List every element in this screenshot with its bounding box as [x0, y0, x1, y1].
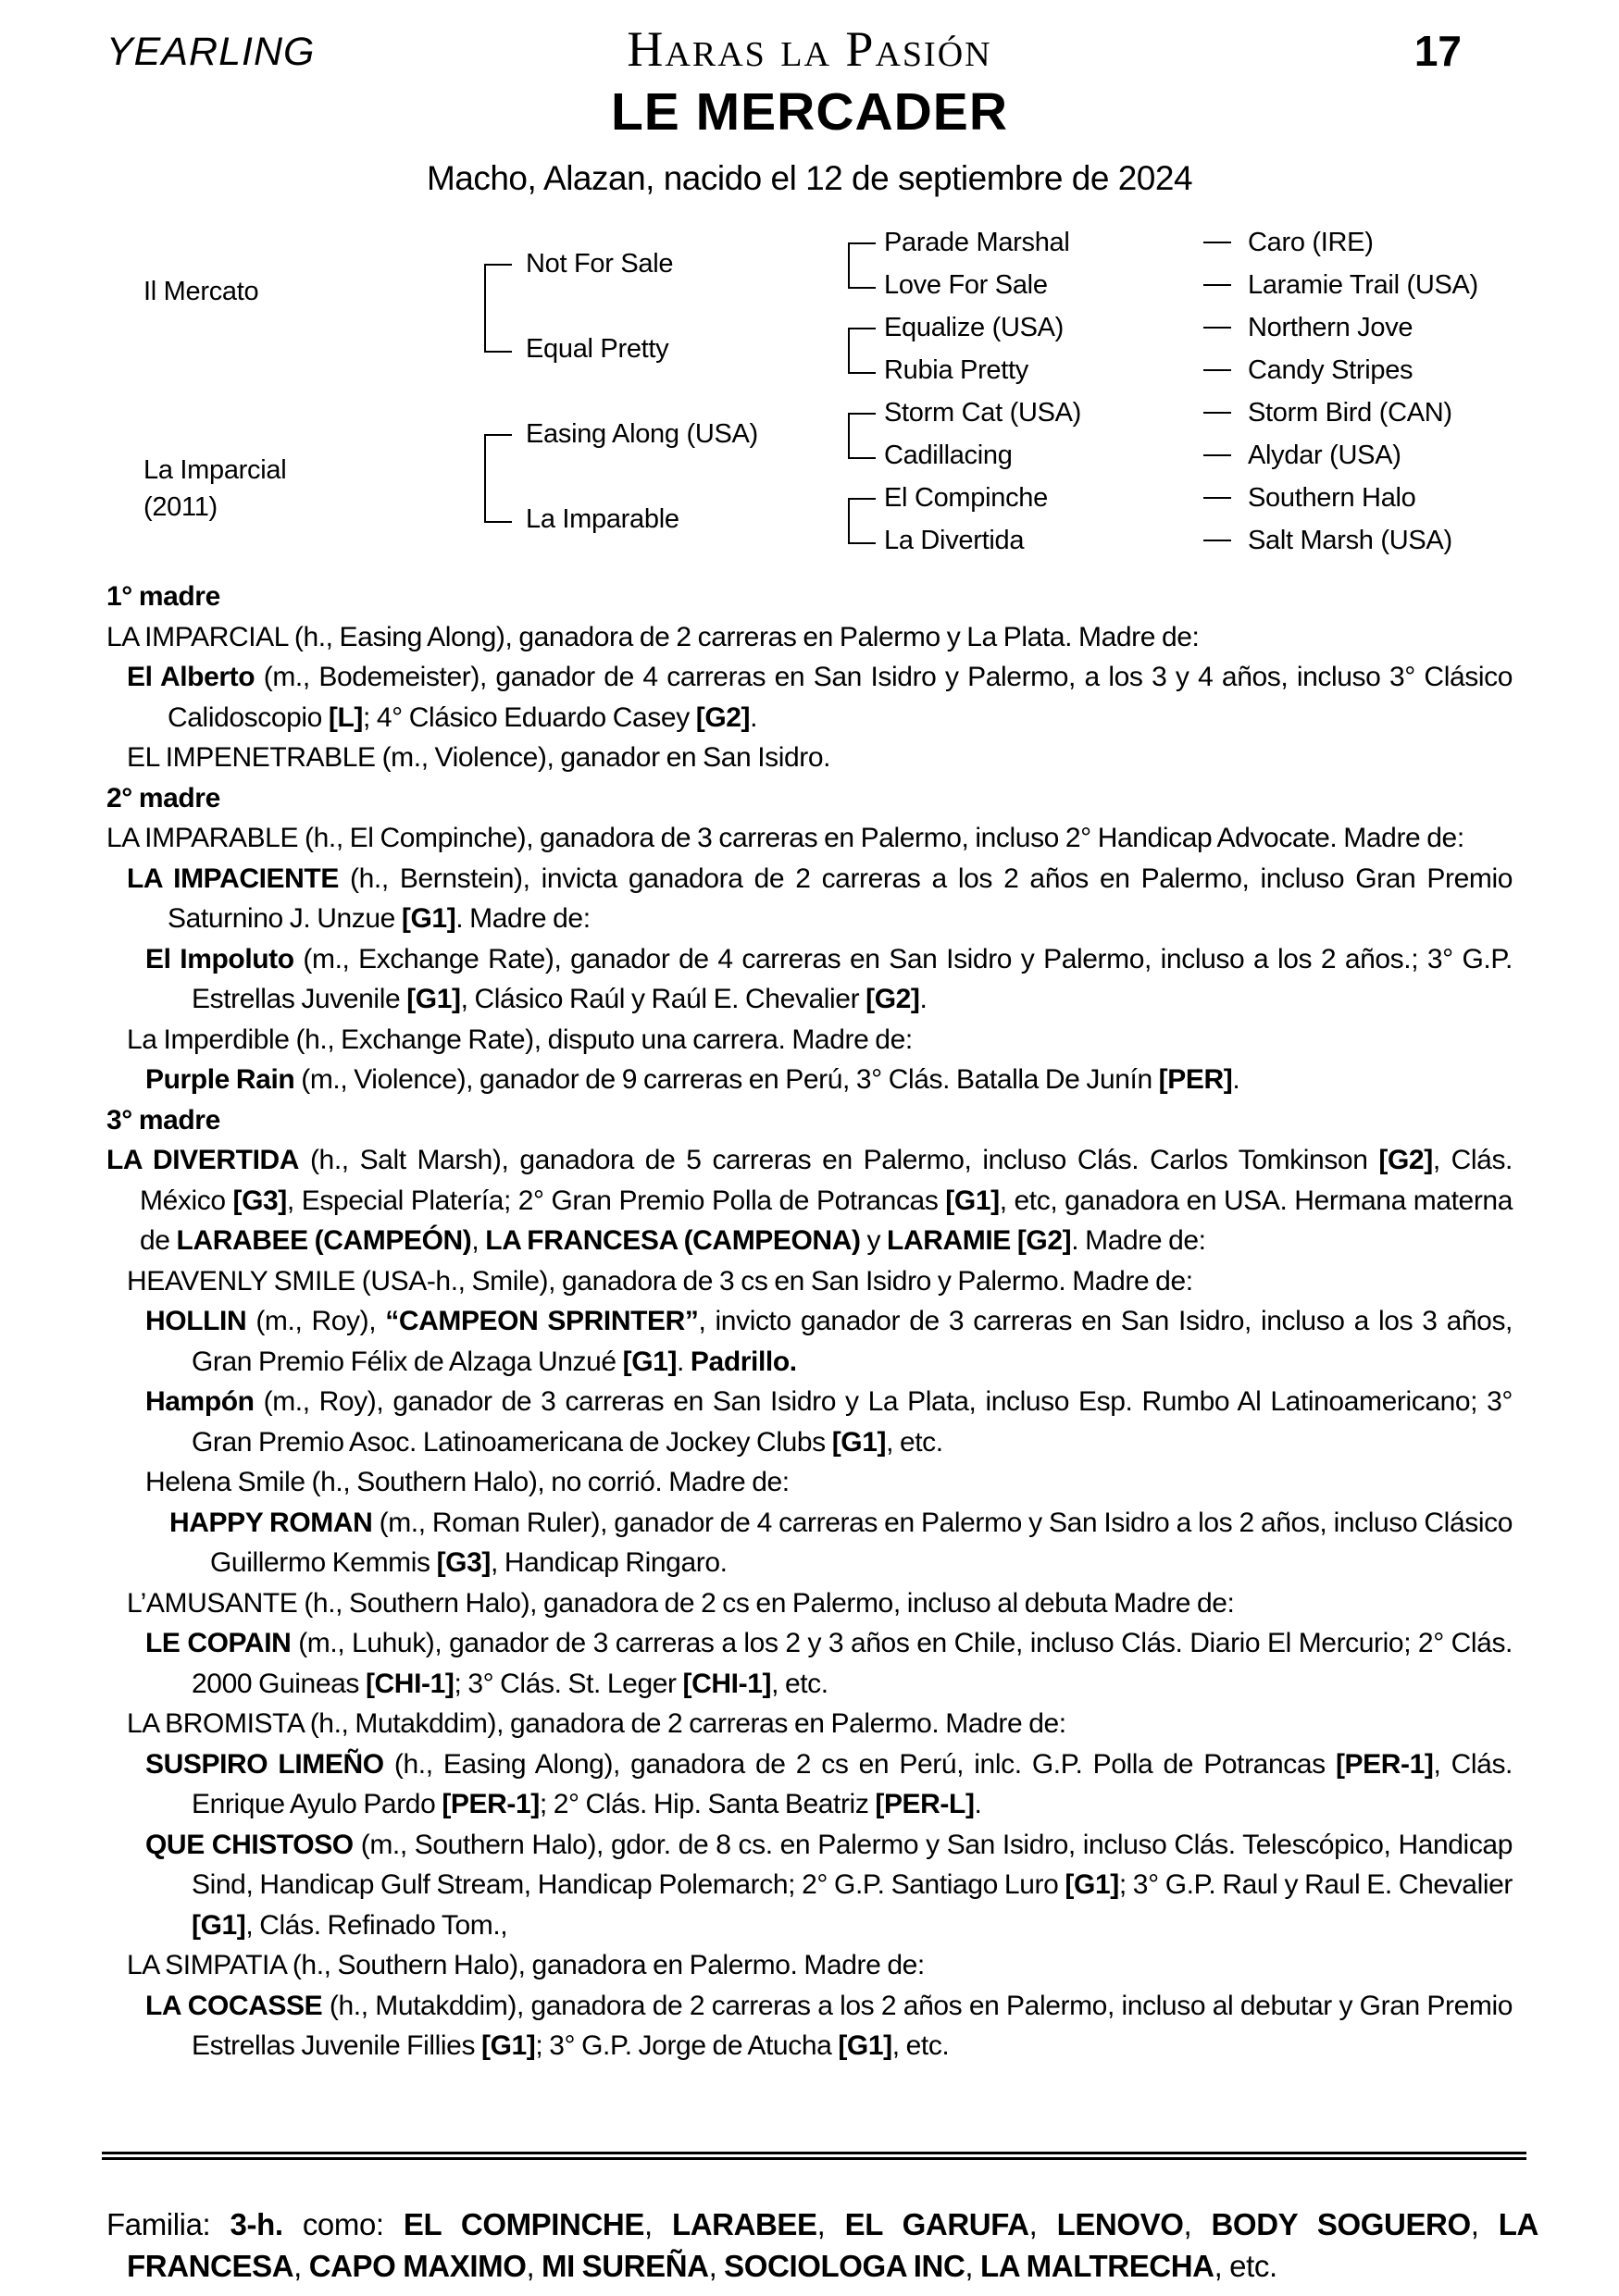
emphasized-text: [G2]	[866, 984, 920, 1014]
plain-text: .	[974, 1789, 982, 1819]
plain-text: (m., Exchange Rate), ganador de 4 carreras en San Isidro y Palermo, incluso a los 2 años.; 3° G.P. Estrellas Juvenile	[192, 943, 1513, 1014]
emphasized-text: LARABEE	[671, 2207, 817, 2241]
emphasized-text: LA COCASSE	[145, 1990, 323, 2021]
pedigree-bracket	[848, 498, 876, 544]
plain-text: .	[677, 1346, 691, 1377]
emphasized-text: MI SUREÑA	[542, 2249, 709, 2283]
great-grandparent-name: Parade Marshal	[884, 228, 1070, 257]
great-grandparent-name: Love For Sale	[884, 270, 1048, 300]
plain-text: Familia:	[106, 2207, 230, 2241]
emphasized-text: HOLLIN	[145, 1306, 247, 1336]
plain-text: LA SIMPATIA (h., Southern Halo), ganadora en Palermo. Madre de:	[127, 1950, 925, 1980]
great-great-grandparent-name: Southern Halo	[1248, 483, 1416, 513]
emphasized-text: QUE CHISTOSO	[145, 1829, 354, 1860]
plain-text: (m., Southern Halo), gdor. de 8 cs. en Palermo y San Isidro, incluso Clás. Telescópico, Handicap Sind, Handicap Gulf Stream, Handicap Polemarch; 2° G.P. Santiago Luro	[192, 1829, 1513, 1900]
pedigree-note-paragraph	[106, 1704, 1513, 1744]
plain-text: (m., Roy),	[246, 1306, 386, 1336]
emphasized-text: “CAMPEON SPRINTER”	[385, 1306, 699, 1336]
pedigree-note-paragraph	[106, 1945, 1513, 1986]
pedigree-connector	[1203, 454, 1231, 456]
emphasized-text: Padrillo.	[690, 1346, 797, 1377]
plain-text: y	[860, 1225, 888, 1256]
page-header	[106, 19, 1513, 83]
emphasized-text: LA IMPACIENTE	[127, 863, 339, 894]
pedigree-note-paragraph	[106, 1301, 1513, 1382]
plain-text: ,	[293, 2249, 309, 2283]
great-great-grandparent-name: Alydar (USA)	[1248, 441, 1401, 470]
plain-text: (m., Roman Ruler), ganador de 4 carreras en Palermo y San Isidro a los 2 años, incluso Clásico Guillermo Kemmis	[210, 1507, 1513, 1578]
plain-text: ; 3° Clás. St. Leger	[454, 1668, 683, 1699]
plain-text: ,	[526, 2249, 542, 2283]
emphasized-text: SUSPIRO LIMEÑO	[145, 1748, 384, 1780]
pedigree-note-paragraph	[106, 1986, 1513, 2066]
horse-name-title: LE MERCADER	[610, 82, 1008, 142]
plain-text: .	[750, 701, 758, 733]
pedigree-connector	[1203, 242, 1231, 243]
great-great-grandparent-name: Storm Bird (CAN)	[1248, 398, 1452, 428]
pedigree-bracket	[484, 434, 512, 523]
emphasized-text: LARAMIE [G2]	[887, 1225, 1072, 1256]
family-note	[106, 2203, 1538, 2287]
grandparent-name: Equal Pretty	[526, 334, 669, 364]
plain-text: , etc.	[1214, 2249, 1277, 2283]
emphasized-text: HAPPY ROMAN	[169, 1507, 373, 1538]
pedigree-bracket	[848, 328, 876, 374]
section-label: YEARLING	[106, 30, 316, 74]
plain-text: .	[1232, 1064, 1240, 1095]
emphasized-text: [PER-L]	[875, 1789, 975, 1819]
plain-text: , etc.	[886, 1426, 943, 1458]
pedigree-note-paragraph	[106, 818, 1513, 859]
pedigree-note-paragraph	[106, 1020, 1513, 1061]
emphasized-text: [G2]	[695, 701, 751, 733]
emphasized-text: LA FRANCESA	[127, 2207, 1538, 2283]
emphasized-text: Purple Rain	[145, 1064, 295, 1095]
plain-text: La Imperdible (h., Exchange Rate), disputo una carrera. Madre de:	[127, 1024, 913, 1055]
grandparent-name: Easing Along (USA)	[526, 419, 758, 449]
pedigree-bracket	[848, 242, 876, 289]
emphasized-text: El Alberto	[127, 662, 255, 692]
emphasized-text: SOCIOLOGA INC	[724, 2249, 965, 2283]
great-grandparent-name: Equalize (USA)	[884, 313, 1065, 342]
great-grandparent-name: La Divertida	[884, 526, 1025, 555]
pedigree-note-paragraph	[106, 1825, 1513, 1946]
plain-text: , Clásico Raúl y Raúl E. Chevalier	[460, 984, 866, 1014]
emphasized-text: [CHI-1]	[682, 1668, 772, 1699]
pedigree-connector	[1203, 497, 1231, 499]
plain-text: L’AMUSANTE (h., Southern Halo), ganadora de 2 cs en Palermo, incluso al debuta Madre de:	[127, 1587, 1235, 1619]
pedigree-connector	[1203, 327, 1231, 329]
dam-name	[143, 452, 286, 526]
plain-text: ,	[965, 2249, 980, 2283]
pedigree-bracket	[484, 264, 512, 353]
emphasized-text: [G1]	[622, 1346, 678, 1377]
great-great-grandparent-name: Laramie Trail (USA)	[1248, 270, 1478, 300]
plain-text: , Clás. Enrique Ayulo Pardo	[192, 1748, 1513, 1819]
plain-text: ,	[1028, 2207, 1057, 2241]
pedigree-note-paragraph	[106, 1583, 1513, 1624]
plain-text: , Clás. México	[140, 1145, 1513, 1216]
emphasized-text: [G1]	[945, 1185, 1000, 1216]
plain-text: ; 3° G.P. Raul y Raul E. Chevalier	[1118, 1869, 1513, 1900]
plain-text: ,	[471, 1225, 486, 1256]
pedigree-bracket	[848, 413, 876, 459]
emphasized-text: [G3]	[436, 1547, 491, 1578]
emphasized-text: EL COMPINCHE	[403, 2207, 644, 2241]
madre-heading	[106, 577, 1513, 617]
emphasized-text: LA MALTRECHA	[979, 2249, 1214, 2283]
pedigree-note-paragraph	[106, 1503, 1513, 1583]
emphasized-text: [G1]	[480, 2030, 536, 2061]
plain-text: como:	[282, 2207, 404, 2241]
emphasized-text: Hampón	[145, 1386, 255, 1417]
grandparent-name: La Imparable	[526, 504, 679, 534]
plain-text: ; 2° Clás. Hip. Santa Beatriz	[539, 1789, 876, 1819]
plain-text: HEAVENLY SMILE (USA-h., Smile), ganadora de 3 cs en San Isidro y Palermo. Madre de:	[127, 1265, 1193, 1297]
great-grandparent-name: Storm Cat (USA)	[884, 398, 1082, 428]
emphasized-text: [G1]	[1065, 1869, 1119, 1900]
plain-text: . Madre de:	[1071, 1225, 1206, 1256]
emphasized-text: LARABEE (CAMPEÓN)	[176, 1225, 472, 1256]
emphasized-text: [CHI-1]	[365, 1668, 455, 1699]
emphasized-text: [PER]	[1158, 1064, 1233, 1095]
pedigree-note-paragraph	[106, 617, 1513, 658]
pedigree-note-paragraph	[106, 1462, 1513, 1503]
pedigree-note-paragraph	[106, 859, 1513, 939]
emphasized-text: LENOVO	[1056, 2207, 1184, 2241]
emphasized-text: 2° madre	[106, 782, 220, 813]
plain-text: Helena Smile (h., Southern Halo), no corrió. Madre de:	[145, 1467, 790, 1497]
plain-text: LA IMPARABLE (h., El Compinche), ganadora de 3 carreras en Palermo, incluso 2° Handicap Advocate. Madre de:	[106, 823, 1464, 853]
plain-text: LA BROMISTA (h., Mutakddim), ganadora de 2 carreras en Palermo. Madre de:	[127, 1708, 1066, 1739]
great-great-grandparent-name: Caro (IRE)	[1248, 228, 1374, 257]
pedigree-connector	[1203, 540, 1231, 541]
plain-text: , invicto ganador de 3 carreras en San Isidro, incluso a los 3 años, Gran Premio Félix de Alzaga Unzué	[192, 1306, 1513, 1377]
emphasized-text: 3-h.	[230, 2207, 283, 2241]
emphasized-text: LA FRANCESA (CAMPEONA)	[485, 1225, 861, 1256]
plain-text: ,	[1470, 2207, 1499, 2241]
plain-text: ; 3° G.P. Jorge de Atucha	[535, 2030, 839, 2061]
page-number: 17	[1414, 27, 1462, 75]
plain-text: .	[919, 984, 928, 1014]
madre-heading	[106, 1100, 1513, 1141]
plain-text: (m., Luhuk), ganador de 3 carreras a los 2 y 3 años en Chile, incluso Clás. Diario El Mercurio; 2° Clás. 2000 Guineas	[192, 1628, 1513, 1699]
emphasized-text: [PER-1]	[442, 1789, 540, 1819]
dam-year: (2011)	[143, 492, 218, 522]
plain-text: . Madre de:	[455, 903, 591, 934]
emphasized-text: El Impoluto	[145, 943, 294, 974]
plain-text: ,	[1183, 2207, 1212, 2241]
great-grandparent-name: Rubia Pretty	[884, 355, 1028, 385]
plain-text: (m., Violence), ganador de 9 carreras en Perú, 3° Clás. Batalla De Junín	[294, 1064, 1159, 1095]
produce-record	[106, 577, 1513, 2066]
emphasized-text: [G1]	[831, 1426, 887, 1458]
emphasized-text: [G2]	[1378, 1145, 1433, 1175]
footer-divider	[102, 2152, 1526, 2160]
plain-text: (h., Easing Along), ganadora de 2 cs en Perú, inlc. G.P. Polla de Potrancas	[383, 1748, 1336, 1780]
emphasized-text: LE COPAIN	[145, 1628, 292, 1658]
emphasized-text: [PER-1]	[1335, 1748, 1434, 1780]
pedigree-connector	[1203, 284, 1231, 286]
pedigree-connector	[1203, 369, 1231, 371]
pedigree-connector	[1203, 412, 1231, 414]
emphasized-text: CAPO MAXIMO	[308, 2249, 527, 2283]
plain-text: (h., Salt Marsh), ganadora de 5 carreras en Palermo, incluso Clás. Carlos Tomkinson	[299, 1145, 1379, 1175]
great-great-grandparent-name: Candy Stripes	[1248, 355, 1414, 385]
grandparent-name: Not For Sale	[526, 249, 674, 279]
emphasized-text: 1° madre	[106, 581, 220, 612]
pedigree-note-paragraph	[106, 1623, 1513, 1704]
great-grandparent-name: Cadillacing	[884, 441, 1013, 470]
pedigree-note-paragraph	[106, 1382, 1513, 1462]
madre-heading	[106, 778, 1513, 819]
emphasized-text: 3° madre	[106, 1104, 220, 1136]
great-great-grandparent-name: Northern Jove	[1248, 313, 1414, 342]
emphasized-text: [G1]	[838, 2030, 892, 2061]
pedigree-note-paragraph	[106, 1060, 1513, 1100]
pedigree-note-paragraph	[106, 1744, 1513, 1825]
plain-text: EL IMPENETRABLE (m., Violence), ganador en San Isidro.	[127, 742, 831, 773]
plain-text: , etc.	[771, 1668, 828, 1699]
pedigree-note-paragraph	[106, 1140, 1513, 1261]
plain-text: , etc, ganadora en USA. Hermana materna de	[140, 1185, 1513, 1256]
pedigree-note-paragraph	[106, 738, 1513, 778]
plain-text: (h., Bernstein), invicta ganadora de 2 carreras a los 2 años en Palermo, incluso Gran Premio Saturnino J. Unzue	[168, 863, 1513, 934]
stud-name: Haras la Pasión	[627, 21, 992, 77]
emphasized-text: BODY SOGUERO	[1211, 2207, 1471, 2241]
pedigree-tree	[0, 222, 1619, 565]
dam-name-line: La Imparcial	[143, 455, 287, 485]
plain-text: ,	[816, 2207, 845, 2241]
plain-text: , Especial Platería; 2° Gran Premio Polla de Potrancas	[286, 1185, 946, 1216]
plain-text: ; 4° Clásico Eduardo Casey	[363, 701, 696, 733]
horse-description: Macho, Alazan, nacido el 12 de septiembre de 2024	[426, 159, 1193, 197]
emphasized-text: [G1]	[406, 984, 461, 1014]
great-great-grandparent-name: Salt Marsh (USA)	[1248, 526, 1452, 555]
emphasized-text: LA DIVERTIDA	[106, 1145, 300, 1175]
emphasized-text: EL GARUFA	[844, 2207, 1029, 2241]
plain-text: LA IMPARCIAL (h., Easing Along), ganadora de 2 carreras en Palermo y La Plata. Madre de:	[106, 621, 1200, 652]
pedigree-note-paragraph	[106, 657, 1513, 738]
plain-text: , Clás. Refinado Tom.,	[245, 1909, 508, 1941]
plain-text: , Handicap Ringaro.	[490, 1547, 728, 1578]
emphasized-text: [G1]	[401, 903, 456, 934]
plain-text: (m., Bodemeister), ganador de 4 carreras en San Isidro y Palermo, a los 3 y 4 años, incluso 3° Clásico Calidoscopio	[168, 662, 1513, 733]
plain-text: (h., Mutakddim), ganadora de 2 carreras a los 2 años en Palermo, incluso al debutar y Gran Premio Estrellas Juvenile Fillies	[192, 1990, 1513, 2061]
plain-text: ,	[708, 2249, 725, 2283]
pedigree-note-paragraph	[106, 1261, 1513, 1302]
plain-text: ,	[643, 2207, 672, 2241]
plain-text: (m., Roy), ganador de 3 carreras en San Isidro y La Plata, incluso Esp. Rumbo Al Latinoamericano; 3° Gran Premio Asoc. Latinoamericana de Jockey Clubs	[192, 1386, 1513, 1458]
sire-name: Il Mercato	[143, 277, 259, 306]
emphasized-text: [L]	[328, 701, 364, 733]
pedigree-note-paragraph	[106, 939, 1513, 1020]
emphasized-text: [G3]	[232, 1185, 287, 1216]
great-grandparent-name: El Compinche	[884, 483, 1048, 513]
emphasized-text: [G1]	[192, 1909, 246, 1941]
plain-text: , etc.	[891, 2030, 950, 2061]
